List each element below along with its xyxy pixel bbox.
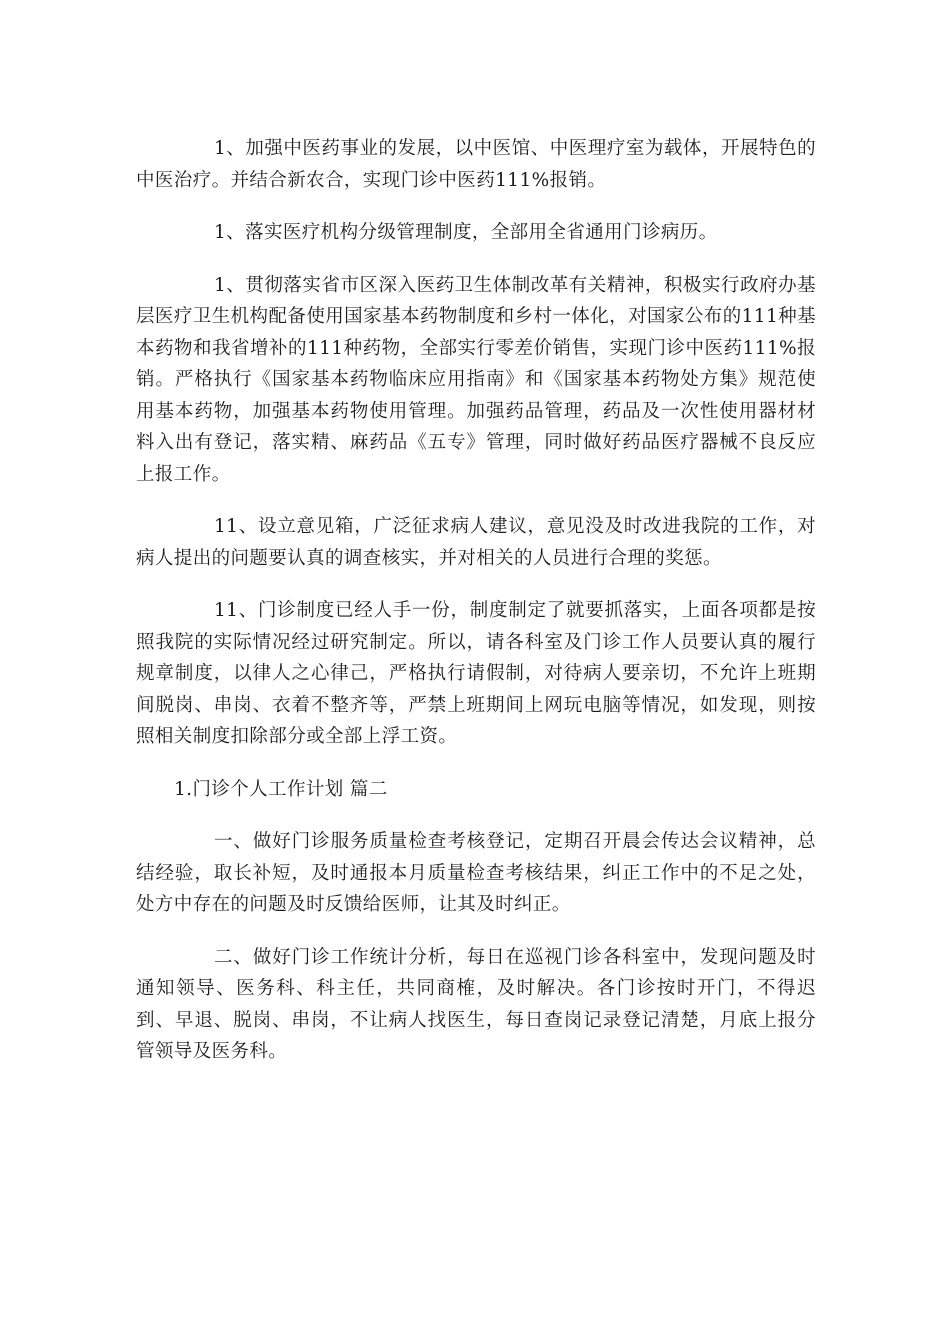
paragraph-statistics-analysis: 二、做好门诊工作统计分析，每日在巡视门诊各科室中，发现问题及时通知领导、医务科、科主任，共同商榷，及时解决。各门诊按时开门，不得迟到、早退、脱岗、串岗，不让病人找医生，每日查岗记录登记清楚，月底上报分管领导及医务科。	[136, 946, 816, 1062]
paragraph-grading-management: 1、落实医疗机构分级管理制度，全部用全省通用门诊病历。	[214, 222, 718, 243]
paragraph-tcm-development: 1、加强中医药事业的发展，以中医馆、中医理疗室为载体，开展特色的中医治疗。并结合新农合，实现门诊中医药111%报销。	[136, 138, 816, 191]
section-heading: 1.门诊个人工作计划 篇二	[174, 778, 388, 800]
document-body	[136, 133, 816, 1089]
paragraph-essential-medicines: 1、贯彻落实省市区深入医药卫生体制改革有关精神，积极实行政府办基层医疗卫生机构配备使用国家基本药物制度和乡村一体化，对国家公布的111种基本药物和我省增补的111种药物，全部实行零差价销售，实现门诊中医药111%报销。严格执行《国家基本药物临床应用指南》和《国家基本药物处方集》规范使用基本药物，加强基本药物使用管理。加强药品管理，药品及一次性使用器材材料入出有登记，落实精、麻药品《五专》管理，同时做好药品医疗器械不良反应上报工作。	[136, 274, 816, 485]
paragraph-suggestion-box: 11、设立意见箱，广泛征求病人建议，意见没及时改进我院的工作，对病人提出的问题要认真的调查核实，并对相关的人员进行合理的奖惩。	[136, 516, 816, 569]
paragraph-quality-check: 一、做好门诊服务质量检查考核登记，定期召开晨会传达会议精神，总结经验，取长补短，及时通报本月质量检查考核结果，纠正工作中的不足之处，处方中存在的问题及时反馈给医师，让其及时纠正。	[136, 831, 816, 915]
paragraph-clinic-rules: 11、门诊制度已经人手一份，制度制定了就要抓落实，上面各项都是按照我院的实际情况经过研究制定。所以，请各科室及门诊工作人员要认真的履行规章制度，以律人之心律己，严格执行请假制，对待病人要亲切，不允许上班期间脱岗、串岗、衣着不整齐等，严禁上班期间上网玩电脑等情况，如发现，则按照相关制度扣除部分或全部上浮工资。	[136, 600, 816, 747]
